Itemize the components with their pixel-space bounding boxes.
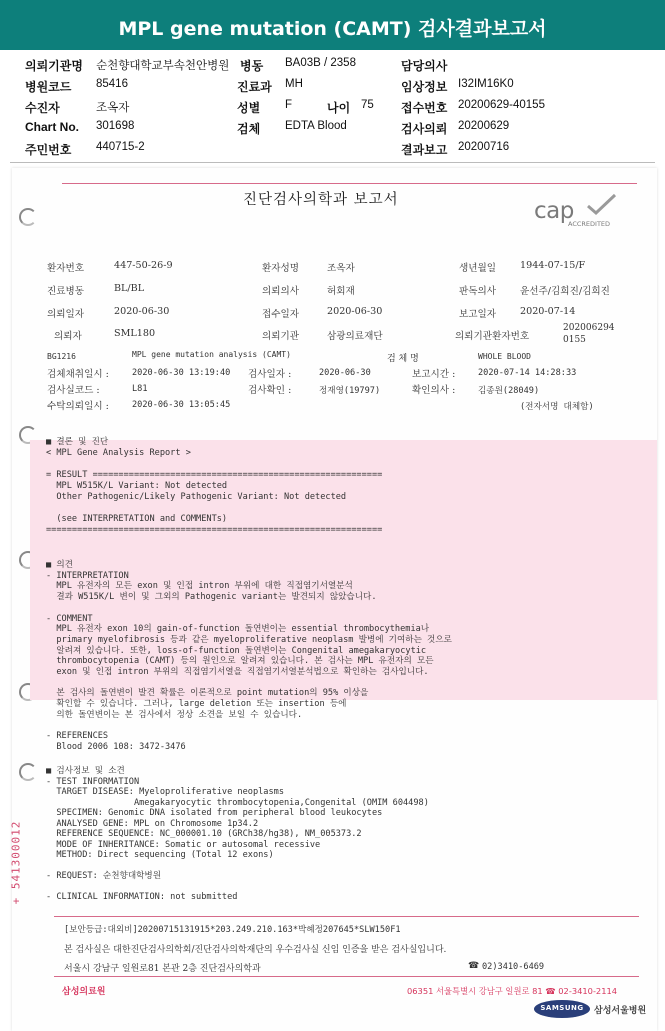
value-requester: SML180 — [114, 328, 156, 339]
value-department: MH — [285, 78, 303, 90]
value-resident-no: 440715-2 — [96, 141, 145, 153]
cap-logo-text: cap — [534, 198, 574, 224]
result-line: = RESULT ======================================================== — [46, 470, 383, 480]
label-test-date: 검사일자 : — [248, 369, 292, 380]
label-referring-doctor: 의뢰의사 — [262, 286, 300, 297]
opinion-line: - COMMENT — [46, 613, 93, 624]
info-line: REFERENCE SEQUENCE: NC_000001.10 (GRCh38/hg38), NM_005373.2 — [46, 829, 362, 839]
info-line: Amegakaryocytic thrombocytopenia,Congenital (OMIM 604498) — [46, 797, 429, 808]
label-consign-time: 수탁의뢰일시 : — [47, 401, 109, 412]
result-line — [46, 503, 382, 514]
label-request-date: 검사의뢰 — [401, 122, 448, 136]
label-patient: 수진자 — [25, 101, 60, 115]
test-info-section — [46, 766, 429, 903]
opinion-line: thrombocytopenia (CAMT) 등의 원인으로 알려져 있습니다. 본 검사는 MPL 유전자의 모든 — [46, 656, 434, 667]
value-ward: BA03B / 2358 — [285, 57, 356, 69]
footer-brand-left: 삼성의료원 — [62, 987, 106, 997]
value-reading-doctor: 윤선주/김희진/김희진 — [520, 286, 610, 297]
info-line: - REQUEST: 순천향대학병원 — [46, 871, 162, 881]
value-patient-name: 조옥자 — [327, 263, 355, 274]
cap-logo-subtitle: ACCREDITED — [568, 220, 611, 228]
opinion-line: - INTERPRETATION — [46, 570, 129, 581]
phone-icon: ☎ — [468, 961, 480, 971]
info-line: MODE OF INHERITANCE: Somatic or autosomal recessive — [46, 839, 321, 850]
value-report-date: 20200716 — [458, 141, 510, 153]
label-requesting-org: 의뢰기관명 — [25, 59, 83, 73]
opinion-line: - REFERENCES — [46, 731, 109, 742]
result-line: (see INTERPRETATION and COMMENTs) — [46, 514, 228, 524]
checkmark-icon — [584, 192, 618, 216]
value-specimen: EDTA Blood — [285, 120, 347, 132]
value-receive-date: 2020-06-30 — [327, 306, 383, 317]
info-line: TARGET DISEASE: Myeloproliferative neoplasms — [46, 787, 284, 797]
opinion-line — [46, 678, 452, 689]
label-clinical-info: 임상정보 — [401, 80, 448, 94]
result-line: MPL W515K/L Variant: Not detected — [46, 481, 228, 491]
info-line: ■ 검사정보 및 소견 — [46, 766, 125, 776]
footer-address: 06351 서울특별시 강남구 일원로 81 ☎ 02-3410-2114 — [407, 986, 618, 996]
opinion-line: 의한 돌연변이는 본 검사에서 정상 소견을 보일 수 있습니다. — [46, 709, 303, 720]
label-requester: 의뢰자 — [54, 331, 82, 342]
value-lab-code: L81 — [132, 384, 148, 394]
result-line — [46, 459, 382, 470]
opinion-line: exon 및 인접 intron 부위의 직접염기서열을 직접염기서열분석법으로 확인하는 검사입니다. — [46, 667, 429, 678]
value-request-date: 20200629 — [458, 120, 510, 132]
bottom-red-rule — [54, 916, 639, 917]
value-patient-number: 447-50-26-9 — [114, 260, 173, 271]
info-line: SPECIMEN: Genomic DNA isolated from peripheral blood leukocytes — [46, 808, 383, 818]
info-line: ANALYSED GENE: MPL on Chromosome 1p34.2 — [46, 818, 259, 829]
title-bar — [0, 0, 665, 50]
value-consign-time: 2020-06-30 13:05:45 — [132, 400, 231, 410]
test-name: MPL gene mutation analysis (CAMT) — [132, 350, 291, 359]
sheet-title: 진단검사의학과 보고서 — [243, 192, 399, 208]
label-report-date: 결과보고 — [401, 143, 448, 157]
opinion-line: Blood 2006 108: 3472-3476 — [46, 741, 186, 752]
samsung-logo-text: SAMSUNG — [540, 1004, 584, 1012]
value-requesting-org: 순천향대학교부속천안병원 — [96, 60, 230, 72]
value-requesting-institution: 삼광의료재단 — [327, 331, 383, 342]
value-report-date: 2020-07-14 — [520, 306, 576, 317]
label-ward: 병동 — [240, 59, 264, 73]
binder-hole-icon — [19, 763, 37, 781]
label-report-time: 보고시간 : — [412, 369, 456, 380]
value-request-date: 2020-06-30 — [114, 306, 170, 317]
value-test-confirm: 정재영(19797) — [319, 386, 381, 396]
opinion-line — [46, 721, 452, 732]
label-specimen-name: 검 체 명 — [387, 354, 419, 364]
opinion-line: 알려져 있습니다. 또한, loss-of-function 돌연변이는 Congenital amegakaryocytic — [46, 645, 427, 656]
opinion-line — [46, 603, 452, 614]
value-institution-patient-no: 2020062940155 — [563, 323, 615, 345]
label-doctor: 담당의사 — [401, 59, 448, 73]
result-line: Other Pathogenic/Likely Pathogenic Variant: Not detected — [46, 492, 347, 502]
scanned-report-sheet — [9, 168, 657, 1031]
result-section — [46, 437, 382, 536]
label-requesting-institution: 의뢰기관 — [262, 331, 300, 342]
label-collection-time: 검체채취일시 : — [47, 369, 109, 380]
label-reading-doctor: 판독의사 — [459, 286, 497, 297]
info-line — [46, 882, 429, 893]
opinion-section — [46, 560, 452, 753]
header-divider — [10, 162, 655, 163]
hospital-brand-name: 삼성서울병원 — [594, 1006, 647, 1016]
top-red-rule — [62, 183, 637, 184]
value-birthdate: 1944-07-15/F — [520, 260, 586, 271]
result-line: ■ 결론 및 진단 — [46, 437, 109, 447]
label-ward: 진료병동 — [47, 286, 85, 297]
label-request-date: 의뢰일자 — [47, 309, 85, 320]
label-department: 진료과 — [237, 80, 272, 94]
value-report-time: 2020-07-14 14:28:33 — [478, 368, 577, 378]
opinion-line: primary myelofibrosis 등과 같은 myeloproliferative neoplasm 발병에 기여하는 것으로 — [46, 634, 452, 645]
value-ward: BL/BL — [114, 283, 145, 294]
lab-address: 서울시 강남구 일원로81 본관 2층 진단검사의학과 — [64, 964, 261, 974]
opinion-line: 확인할 수 있습니다. 그러나, large deletion 또는 insertion 등에 — [46, 699, 347, 710]
label-accession: 접수번호 — [401, 101, 448, 115]
opinion-line: ■ 의견 — [46, 560, 73, 570]
info-line — [46, 861, 429, 872]
opinion-line: MPL 유전자의 모든 exon 및 인접 intron 부위에 대한 직접염기서열분석 — [46, 581, 353, 592]
certification-line: 본 검사실은 대한진단검사의학회/진단검사의학재단의 우수검사실 신임 인증을 받은 검사실입니다. — [64, 945, 447, 955]
value-patient: 조옥자 — [96, 102, 130, 114]
info-line: - CLINICAL INFORMATION: not submitted — [46, 892, 238, 902]
value-clinical-info: I32IM16K0 — [458, 78, 514, 90]
label-lab-code: 검사실코드 : — [47, 385, 100, 396]
label-resident-no: 주민번호 — [25, 143, 72, 157]
label-report-date: 보고일자 — [459, 309, 497, 320]
lab-phone: 02)3410-6469 — [482, 962, 545, 972]
opinion-line: MPL 유전자 exon 10의 gain-of-function 돌연변이는 essential thrombocythemia나 — [46, 624, 430, 635]
opinion-line: 결과 W515K/L 변이 및 그외의 Pathogenic variant는 발견되지 않았습니다. — [46, 592, 377, 603]
label-patient-number: 환자번호 — [47, 263, 85, 274]
info-line: METHOD: Direct sequencing (Total 12 exons) — [46, 850, 274, 860]
test-code: BG1216 — [47, 352, 76, 361]
label-institution-patient-no: 의뢰기관환자번호 — [455, 331, 530, 342]
report-title: MPL gene mutation (CAMT) 검사결과보고서 — [118, 18, 547, 40]
samsung-logo — [534, 1000, 590, 1018]
value-collection-time: 2020-06-30 13:19:40 — [132, 368, 231, 378]
value-chart-no: 301698 — [96, 120, 135, 132]
value-referring-doctor: 허회재 — [327, 286, 355, 297]
value-test-date: 2020-06-30 — [319, 368, 371, 378]
footer-red-rule — [54, 976, 639, 977]
label-birthdate: 생년월일 — [459, 263, 497, 274]
value-hospital-code: 85416 — [96, 78, 128, 90]
e-signature-note: (전자서명 대체함) — [520, 402, 594, 412]
label-age: 나이 — [327, 101, 351, 115]
security-line: [보안등급:대외비]20200715131915*203.249.210.163*박혜정207645*SLW150F1 — [64, 925, 401, 935]
label-confirm-doctor: 확인의사 : — [412, 385, 456, 396]
side-serial-number: + 541300012 — [9, 820, 23, 905]
binder-hole-icon — [19, 208, 37, 226]
opinion-line: 본 검사의 돌연변이 발견 확률은 이론적으로 point mutation의 95% 이상을 — [46, 688, 369, 699]
value-specimen-name: WHOLE BLOOD — [478, 352, 531, 361]
value-age: 75 — [361, 99, 374, 111]
label-patient-name: 환자성명 — [262, 263, 300, 274]
value-sex: F — [285, 99, 293, 111]
label-specimen: 검체 — [237, 122, 261, 136]
label-hospital-code: 병원코드 — [25, 80, 72, 94]
label-sex: 성별 — [237, 101, 261, 115]
value-confirm-doctor: 김종원(28049) — [478, 386, 540, 396]
value-accession: 20200629-40155 — [458, 99, 545, 111]
label-chart-no: Chart No. — [25, 120, 79, 134]
info-line: - TEST INFORMATION — [46, 776, 140, 787]
result-line: ================================================================= — [46, 525, 383, 535]
result-line: < MPL Gene Analysis Report > — [46, 448, 191, 458]
label-receive-date: 접수일자 — [262, 309, 300, 320]
label-test-confirm: 검사확인 : — [248, 385, 292, 396]
